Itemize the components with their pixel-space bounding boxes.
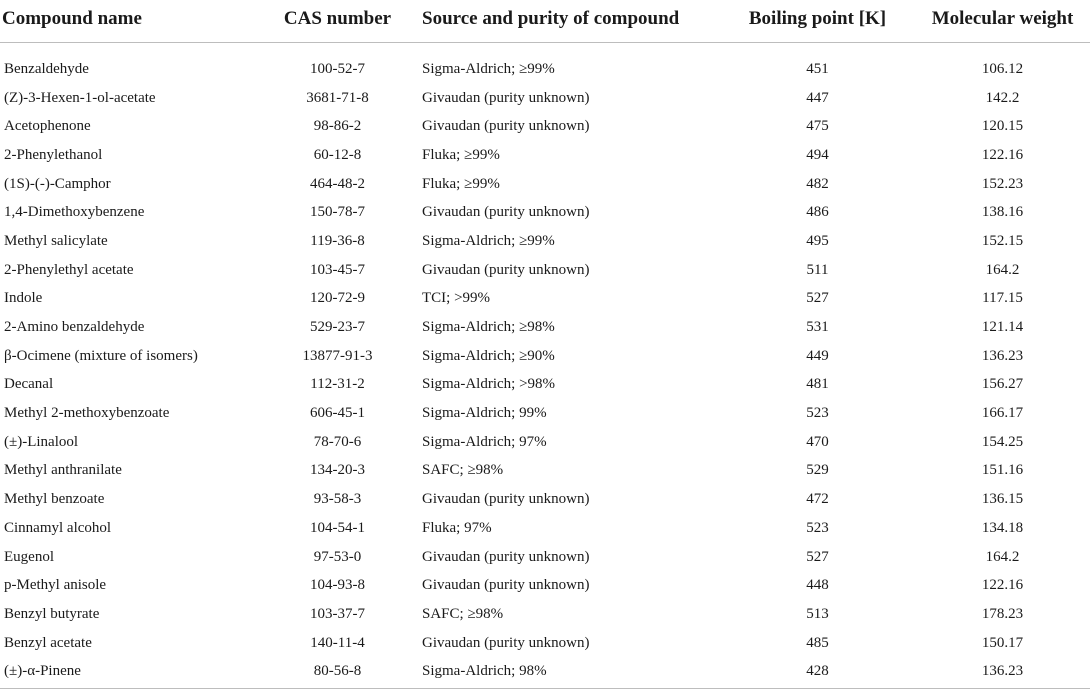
compound-name-cell: Methyl salicylate [4, 232, 108, 249]
source-purity-cell: Sigma-Aldrich; ≥90% [422, 347, 555, 364]
cas-number-cell: 140-11-4 [310, 634, 365, 651]
boiling-point-cell: 527 [806, 548, 829, 565]
cas-number-cell: 104-93-8 [310, 577, 365, 594]
compound-name-cell: Benzyl acetate [4, 634, 92, 651]
table-row [0, 170, 1090, 199]
cas-number-cell: 13877-91-3 [302, 347, 373, 364]
boiling-point-cell: 531 [806, 319, 829, 336]
table-row [0, 43, 1090, 84]
source-purity-cell: Fluka; ≥99% [422, 175, 500, 192]
boiling-point-cell: 523 [806, 405, 829, 422]
table-row [0, 371, 1090, 400]
molecular-weight-cell: 122.16 [981, 146, 1024, 163]
cas-number-cell: 104-54-1 [310, 519, 365, 536]
boiling-point-cell: 428 [806, 663, 829, 680]
molecular-weight-cell: 154.25 [981, 433, 1024, 450]
boiling-point-cell: 486 [806, 204, 829, 221]
boiling-point-cell: 475 [806, 118, 829, 135]
table-row [0, 600, 1090, 629]
cas-number-cell: 3681-71-8 [306, 89, 369, 106]
cas-number-cell: 103-45-7 [310, 261, 365, 278]
molecular-weight-cell: 117.15 [982, 290, 1023, 307]
source-purity-cell: Sigma-Aldrich; >98% [422, 376, 556, 393]
table-row [0, 285, 1090, 314]
cas-number-cell: 606-45-1 [310, 405, 365, 422]
molecular-weight-cell: 178.23 [981, 605, 1024, 622]
compound-name-cell: Methyl anthranilate [4, 462, 122, 479]
boiling-point-cell: 511 [806, 261, 829, 278]
header-source-purity: Source and purity of compound [420, 0, 720, 43]
cas-number-cell: 78-70-6 [313, 433, 362, 450]
molecular-weight-cell: 150.17 [981, 634, 1024, 651]
compound-name-cell: Methyl benzoate [4, 491, 105, 508]
table-row [0, 198, 1090, 227]
source-purity-cell: Givaudan (purity unknown) [422, 118, 590, 135]
molecular-weight-cell: 152.15 [981, 232, 1024, 249]
molecular-weight-cell: 152.23 [981, 175, 1024, 192]
molecular-weight-cell: 136.23 [981, 347, 1024, 364]
compound-name-cell: Decanal [4, 376, 54, 393]
compound-name-cell: 2-Phenylethanol [4, 146, 103, 163]
source-purity-cell: SAFC; ≥98% [422, 605, 504, 622]
boiling-point-cell: 472 [806, 491, 829, 508]
source-purity-cell: Givaudan (purity unknown) [422, 634, 590, 651]
table-row [0, 256, 1090, 285]
compound-name-cell: (Z)-3-Hexen-1-ol-acetate [4, 89, 156, 106]
molecular-weight-cell: 164.2 [985, 261, 1020, 278]
header-compound-name: Compound name [0, 0, 255, 43]
source-purity-cell: Givaudan (purity unknown) [422, 548, 590, 565]
molecular-weight-cell: 164.2 [985, 548, 1020, 565]
compound-name-cell: 2-Amino benzaldehyde [4, 319, 145, 336]
table-row [0, 514, 1090, 543]
source-purity-cell: Fluka; 97% [422, 519, 492, 536]
table-row [0, 313, 1090, 342]
cas-number-cell: 103-37-7 [310, 605, 365, 622]
boiling-point-cell: 448 [806, 577, 829, 594]
compound-name-cell: Cinnamyl alcohol [4, 519, 112, 536]
source-purity-cell: Givaudan (purity unknown) [422, 89, 590, 106]
table-row [0, 543, 1090, 572]
compound-name-cell: 2-Phenylethyl acetate [4, 261, 134, 278]
cas-number-cell: 134-20-3 [310, 462, 365, 479]
molecular-weight-cell: 156.27 [981, 376, 1024, 393]
source-purity-cell: Sigma-Aldrich; ≥99% [422, 232, 555, 249]
source-purity-cell: TCI; >99% [422, 290, 491, 307]
table-row [0, 457, 1090, 486]
cas-number-cell: 119-36-8 [310, 232, 365, 249]
table-row [0, 227, 1090, 256]
table-body [0, 43, 1090, 687]
source-purity-cell: Sigma-Aldrich; 97% [422, 433, 547, 450]
cas-number-cell: 98-86-2 [313, 118, 362, 135]
table-header [0, 0, 1090, 43]
compound-name-cell: 1,4-Dimethoxybenzene [4, 204, 145, 221]
table-row [0, 629, 1090, 658]
compound-name-cell: β-Ocimene (mixture of isomers) [4, 347, 198, 364]
molecular-weight-cell: 151.16 [981, 462, 1024, 479]
cas-number-cell: 120-72-9 [310, 290, 365, 307]
header-cas-number: CAS number [255, 0, 420, 43]
table-row [0, 141, 1090, 170]
source-purity-cell: Givaudan (purity unknown) [422, 577, 590, 594]
header-boiling-point: Boiling point [K] [720, 0, 915, 43]
table-row [0, 571, 1090, 600]
molecular-weight-cell: 122.16 [981, 577, 1024, 594]
molecular-weight-cell: 136.15 [981, 491, 1024, 508]
boiling-point-cell: 470 [806, 433, 829, 450]
table-row [0, 657, 1090, 686]
compound-name-cell: Benzyl butyrate [4, 605, 100, 622]
molecular-weight-cell: 134.18 [981, 519, 1024, 536]
source-purity-cell: Fluka; ≥99% [422, 146, 500, 163]
cas-number-cell: 80-56-8 [313, 663, 362, 680]
molecular-weight-cell: 136.23 [981, 663, 1024, 680]
boiling-point-cell: 494 [806, 146, 829, 163]
table-row [0, 399, 1090, 428]
boiling-point-cell: 527 [806, 290, 829, 307]
source-purity-cell: Givaudan (purity unknown) [422, 204, 590, 221]
cas-number-cell: 150-78-7 [310, 204, 365, 221]
cas-number-cell: 112-31-2 [310, 376, 365, 393]
boiling-point-cell: 495 [806, 232, 829, 249]
table-bottom-rule [0, 688, 1090, 689]
source-purity-cell: Givaudan (purity unknown) [422, 261, 590, 278]
table-row [0, 112, 1090, 141]
boiling-point-cell: 482 [806, 175, 829, 192]
compound-name-cell: Eugenol [4, 548, 54, 565]
table-row [0, 485, 1090, 514]
boiling-point-cell: 529 [806, 462, 829, 479]
source-purity-cell: Sigma-Aldrich; 99% [422, 405, 547, 422]
molecular-weight-cell: 166.17 [981, 405, 1024, 422]
boiling-point-cell: 481 [806, 376, 829, 393]
table-row [0, 428, 1090, 457]
molecular-weight-cell: 138.16 [981, 204, 1024, 221]
boiling-point-cell: 513 [806, 605, 829, 622]
compound-name-cell: (±)-Linalool [4, 433, 79, 450]
boiling-point-cell: 449 [806, 347, 829, 364]
molecular-weight-cell: 120.15 [981, 118, 1024, 135]
cas-number-cell: 529-23-7 [310, 319, 365, 336]
header-molecular-weight: Molecular weight [915, 0, 1090, 43]
molecular-weight-cell: 142.2 [985, 89, 1020, 106]
cas-number-cell: 464-48-2 [310, 175, 365, 192]
cas-number-cell: 100-52-7 [310, 60, 365, 77]
compound-name-cell: Indole [4, 290, 43, 307]
source-purity-cell: Givaudan (purity unknown) [422, 491, 590, 508]
compound-name-cell: p-Methyl anisole [4, 577, 107, 594]
table-row [0, 342, 1090, 371]
source-purity-cell: Sigma-Aldrich; ≥98% [422, 319, 555, 336]
compound-name-cell: (±)-α-Pinene [4, 663, 81, 680]
cas-number-cell: 97-53-0 [313, 548, 362, 565]
molecular-weight-cell: 106.12 [981, 60, 1024, 77]
compound-name-cell: (1S)-(-)-Camphor [4, 175, 111, 192]
compound-name-cell: Methyl 2-methoxybenzoate [4, 405, 170, 422]
cas-number-cell: 60-12-8 [313, 146, 362, 163]
compound-name-cell: Acetophenone [4, 118, 91, 135]
boiling-point-cell: 523 [806, 519, 829, 536]
molecular-weight-cell: 121.14 [981, 319, 1024, 336]
compound-name-cell: Benzaldehyde [4, 60, 89, 77]
boiling-point-cell: 485 [806, 634, 829, 651]
boiling-point-cell: 447 [806, 89, 829, 106]
source-purity-cell: Sigma-Aldrich; 98% [422, 663, 547, 680]
header-row [0, 0, 1090, 43]
boiling-point-cell: 451 [806, 60, 829, 77]
source-purity-cell: Sigma-Aldrich; ≥99% [422, 60, 555, 77]
table-row [0, 84, 1090, 113]
source-purity-cell: SAFC; ≥98% [422, 462, 504, 479]
cas-number-cell: 93-58-3 [313, 491, 362, 508]
